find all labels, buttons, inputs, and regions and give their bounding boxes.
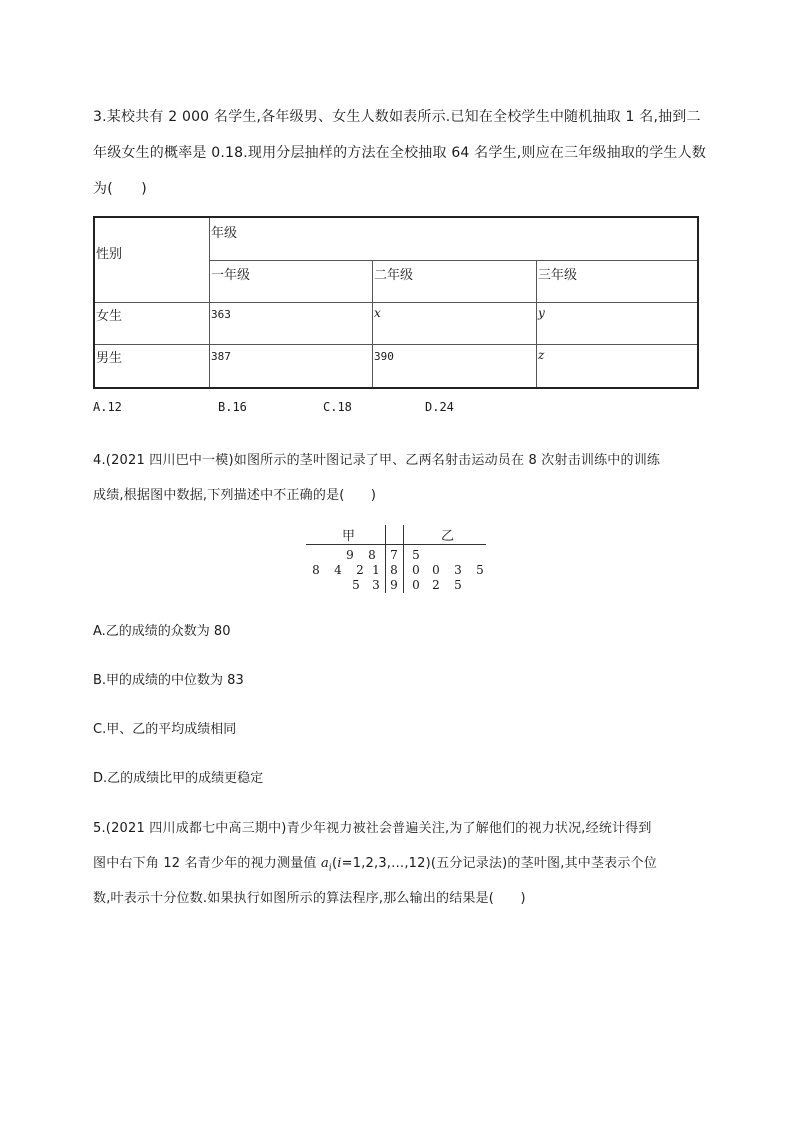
stem-value: 9 — [390, 578, 398, 592]
grade-gender-table — [93, 216, 699, 389]
q3-text-line2: 年级女生的概率是 0.18.现用分层抽样的方法在全校抽取 64 名学生,则应在三年级抽取的学生人数 — [93, 145, 707, 161]
stem-row-7 — [306, 548, 492, 562]
q3-option-a: A.12 — [93, 400, 122, 414]
left-player-label: 甲 — [342, 529, 356, 544]
q4-choice-a: A.乙的成绩的众数为 80 — [93, 624, 231, 639]
stem-value: 8 — [390, 563, 398, 577]
row-label-female: 女生 — [96, 309, 123, 324]
cell-male-grade2: 390 — [374, 350, 394, 363]
leaf-left: 1 — [372, 563, 380, 577]
leaf-right: 2 — [432, 578, 440, 592]
grade-3-header: 三年级 — [538, 268, 578, 283]
q5-var-a: a — [320, 856, 329, 871]
table-vline — [536, 260, 537, 387]
q5-subscript-i: i — [328, 863, 332, 874]
leaf-left: 9 — [346, 548, 354, 562]
q5-text-line2 — [93, 852, 657, 874]
cell-male-grade1: 387 — [211, 350, 231, 363]
stem-value: 7 — [390, 548, 398, 562]
cell-male-grade3: z — [538, 348, 545, 362]
q5-line2-part-a: 图中右下角 12 名青少年的视力测量值 — [93, 856, 321, 871]
q5-text-line3: 数,叶表示十分位数.如果执行如图所示的算法程序,那么输出的结果是( ) — [93, 891, 526, 906]
q5-var-i: i — [337, 856, 342, 871]
row-label-male: 男生 — [96, 351, 123, 366]
table-hline — [95, 344, 697, 345]
leaf-right: 0 — [432, 563, 440, 577]
leaf-left: 3 — [372, 578, 380, 592]
stem-row-8 — [306, 563, 492, 577]
q4-choice-d: D.乙的成绩比甲的成绩更稳定 — [93, 771, 264, 786]
leaf-left: 5 — [352, 578, 360, 592]
leaf-right: 5 — [454, 578, 462, 592]
q4-choice-c: C.甲、乙的平均成绩相同 — [93, 722, 237, 737]
q5-line2-part-c: =1,2,3,…,12)(五分记录法)的茎叶图,其中茎表示个位 — [341, 856, 657, 871]
stem-leaf-plot — [306, 525, 492, 597]
grade-2-header: 二年级 — [374, 268, 414, 283]
q3-text-line1: 3.某校共有 2 000 名学生,各年级男、女生人数如表所示.已知在全校学生中随机抽取 1 名,抽到二 — [93, 109, 701, 125]
cell-female-grade1: 363 — [211, 308, 231, 321]
leaf-left: 8 — [312, 563, 320, 577]
table-hline — [209, 260, 697, 261]
leaf-right: 5 — [476, 563, 484, 577]
q5-text-line1: 5.(2021 四川成都七中高三期中)青少年视力被社会普遍关注,为了解他们的视力状况,经统计得到 — [93, 821, 652, 836]
grade-header: 年级 — [211, 226, 238, 241]
header-rule — [306, 544, 486, 545]
table-hline — [95, 302, 697, 303]
table-vline — [372, 260, 373, 387]
grade-1-header: 一年级 — [211, 268, 251, 283]
leaf-left: 8 — [368, 548, 376, 562]
table-vline — [209, 218, 210, 387]
q5-line2-part-b: ( — [332, 856, 338, 871]
gender-header: 性别 — [96, 247, 123, 262]
q3-option-b: B.16 — [218, 400, 247, 414]
cell-female-grade3: y — [538, 306, 545, 320]
q4-text-line1: 4.(2021 四川巴中一模)如图所示的茎叶图记录了甲、乙两名射击运动员在 8 次射击训练中的训练 — [93, 453, 661, 468]
q3-text-line3: 为( ) — [93, 181, 147, 197]
leaf-left: 2 — [356, 563, 364, 577]
q3-option-d: D.24 — [425, 400, 454, 414]
cell-female-grade2: x — [374, 306, 381, 320]
leaf-left: 4 — [334, 563, 342, 577]
q4-text-line2: 成绩,根据图中数据,下列描述中不正确的是( ) — [93, 488, 377, 503]
leaf-right: 5 — [412, 548, 420, 562]
leaf-right: 0 — [412, 578, 420, 592]
right-player-label: 乙 — [441, 529, 455, 544]
q3-option-c: C.18 — [323, 400, 352, 414]
leaf-right: 0 — [412, 563, 420, 577]
q4-choice-b: B.甲的成绩的中位数为 83 — [93, 673, 244, 688]
stem-row-9 — [306, 578, 492, 592]
leaf-right: 3 — [454, 563, 462, 577]
